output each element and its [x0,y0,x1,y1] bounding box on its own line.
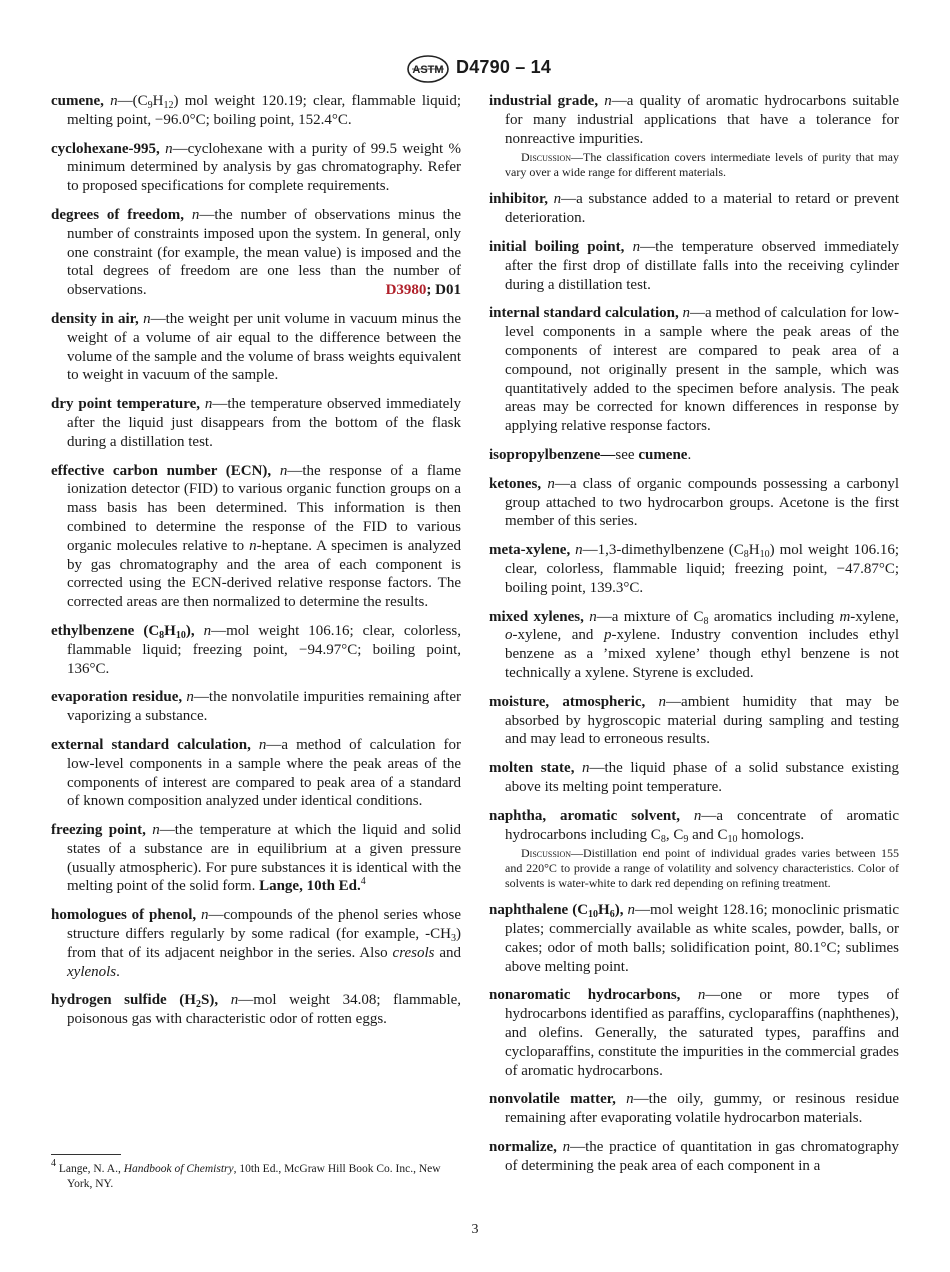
entry-molten-state: molten state, n—the liquid phase of a solid substance existing above its melting point temperature. [489,760,899,795]
entry-nonvolatile-matter: nonvolatile matter, n—the oily, gummy, or resinous residue remaining after evaporating volatile hydrocarbon materials. [489,1091,900,1127]
entry-moisture-atmospheric: moisture, atmospheric, n—ambient humidity that may be absorbed by hygroscopic material during sampling and testing and may lead to erroneous results. [489,693,899,748]
page-number: 3 [471,1222,479,1237]
footnote-marker[interactable]: 4 [360,876,366,888]
astm-logo-icon [406,54,450,84]
entry-naphthalene: naphthalene $(C_{10}H_6)$, n—mol weight 128.16; monoclinic prismatic plates; commercially available as white scales, powder, balls, or cakes; odor of moth balls; solidification point, 80.1°C; sublimes above melting point. [489,902,899,975]
standard-link-d3980[interactable]: D3980 [385,282,427,299]
entry-ketones: ketones, n—a class of organic compounds possessing a carbonyl group attached to two hydrocarbon groups. Acetone is the first member of this series. [489,475,900,530]
discussion-industrial-grade: Discussion—The classification covers intermediate levels of purity that may vary over a wide range for different materials. [505,150,899,180]
footnote-4: $^4$ Lange, N. A., Handbook of Chemistry, 10th Ed., McGraw Hill Book Co. Inc., New York, NY. [51,1158,441,1190]
entry-effective-carbon-number: effective carbon number (ECN), n—the response of a flame ionization detector (FID) to various organic function groups on a mass basis has been determined. This information is then combined to determine the response of the FID to various organic molecules relative to n-heptane. A specimen is analyzed by gas chromatography and the area of each component is corrected using the ECN-derived relative response factors. The corrected areas are then normalized to determine the results. [51,462,461,611]
entry-external-standard-calculation: external standard calculation, n—a method of calculation for low-level components in a sample where the peak areas of the components of interest are compared to peak area of a standard of known composition analyzed under identical conditions. [51,736,462,810]
entry-normalize: normalize, n—the practice of quantitation in gas chromatography of determining the peak area of each component in a [489,1139,899,1174]
right-column [489,92,899,1186]
footnote-divider [51,1154,121,1155]
left-column [51,92,461,1039]
entry-cyclohexane-995: cyclohexane-995, n—cyclohexane with a purity of 99.5 weight % minimum determined by analysis by gas chromatography. Refer to proposed specifications for complete requirements. [51,140,461,195]
entry-inhibitor: inhibitor, n—a substance added to a material to retard or prevent deterioration. [489,191,899,227]
entry-initial-boiling-point: initial boiling point, n—the temperature observed immediately after the first drop of distillate falls into the receiving cylinder during a distillation test. [489,238,900,293]
discussion-naphtha: Discussion—Distillation end point of individual grades varies between 155 and 220°C to provide a range of volatility and solvency characteristics. Color of solvents is water-white to dark red depending on refining treatment. [505,846,899,891]
cross-reference-cumene[interactable]: cumene [638,446,688,463]
entry-hydrogen-sulfide: hydrogen sulfide $(H_2S)$, n—mol weight 34.08; flammable, poisonous gas with characteristic odor of rotten eggs. [51,992,462,1028]
entry-nonaromatic-hydrocarbons: nonaromatic hydrocarbons, n—one or more types of hydrocarbons identified as paraffins, cycloparaffins (naphthenes), and olefins. Generally, the saturated types, paraffins and cycloparaffins, constitute the impurities in the commercial grades of aromatic hydrocarbons. [489,987,900,1079]
entry-evaporation-residue: evaporation residue, n—the nonvolatile impurities remaining after vaporizing a substance. [51,689,461,725]
page-header [0,54,950,84]
standard-designation: D4790 – 14 [456,57,552,77]
entry-industrial-grade: industrial grade, n—a quality of aromatic hydrocarbons suitable for many industrial applications that have a tolerance for nonreactive impurities. [489,93,899,147]
entry-meta-xylene: meta-xylene, n—1,3-dimethylbenzene $(C_8H_{10})$ mol weight 106.16; clear, colorless, flammable liquid; freezing point, −47.87°C; boiling point, 139.3°C. [489,542,899,596]
entry-mixed-xylenes: mixed xylenes, n—a mixture of $C_8$ aromatics including m-xylene, o-xylene, and p-xylene. Industry convention includes ethyl benzene as a ’mixed xylene’ though ethyl benzene is not technically a xylene. Styrene is excluded. [489,608,900,681]
entry-degrees-of-freedom: degrees of freedom, n—the number of observations minus the number of constraints imposed upon the system. In general, only one constraint (for example, the mean value) is imposed and the total degrees of freedom are one less than the number of observations. D3980; D01 [51,206,461,299]
entry-naphtha-aromatic-solvent: naphtha, aromatic solvent, n—a concentrate of aromatic hydrocarbons including $C_8$, $C_9$ and $C_{10}$ homologs. [489,807,899,845]
entry-isopropylbenzene: isopropylbenzene—see cumene. [489,446,692,463]
entry-homologues-of-phenol: homologues of phenol, n—compounds of the phenol series whose structure differs regularly by some radical (for example, $-CH_3$) from that of its adjacent neighbor in the series. Also cresols and xylenols. [51,907,461,980]
entry-ethylbenzene: ethylbenzene $(C_8H_{10})$, n—mol weight 106.16; clear, colorless, flammable liquid; freezing point, −94.97°C; boiling point, 136°C. [51,622,462,677]
entry-dry-point-temperature: dry point temperature, n—the temperature observed immediately after the liquid just disappears from the bottom of the flask during a distillation test. [51,396,461,450]
dof-reference: D3980; D01 [385,282,461,299]
entry-cumene: cumene, $n—(C_9H_{12})$ mol weight 120.19; clear, flammable liquid; melting point, −96.0°C; boiling point, 152.4°C. [51,93,462,128]
entry-internal-standard-calculation: internal standard calculation, n—a method of calculation for low-level components in a sample where the peak areas of the components of interest are compared to peak area of a compound, not originally present in the sample, which was quantitatively added to the specimen before analysis. The peak areas may be corrected for known differences in response by applying relative response factors. [489,305,899,435]
entry-freezing-point: freezing point, n—the temperature at which the liquid and solid states of a substance are in equilibrium at a given pressure (usually atmospheric). For pure substances it is identical with the melting point of the solid form. Lange, 10th Ed.$^4$ [51,822,462,895]
entry-density-in-air: density in air, n—the weight per unit volume in vacuum minus the weight of a volume of air equal to the difference between the volume of the sample and the volume of brass weights equivalent to weight in vacuum of the sample. [51,310,462,384]
astm-logo-text: ASTM [412,64,444,76]
